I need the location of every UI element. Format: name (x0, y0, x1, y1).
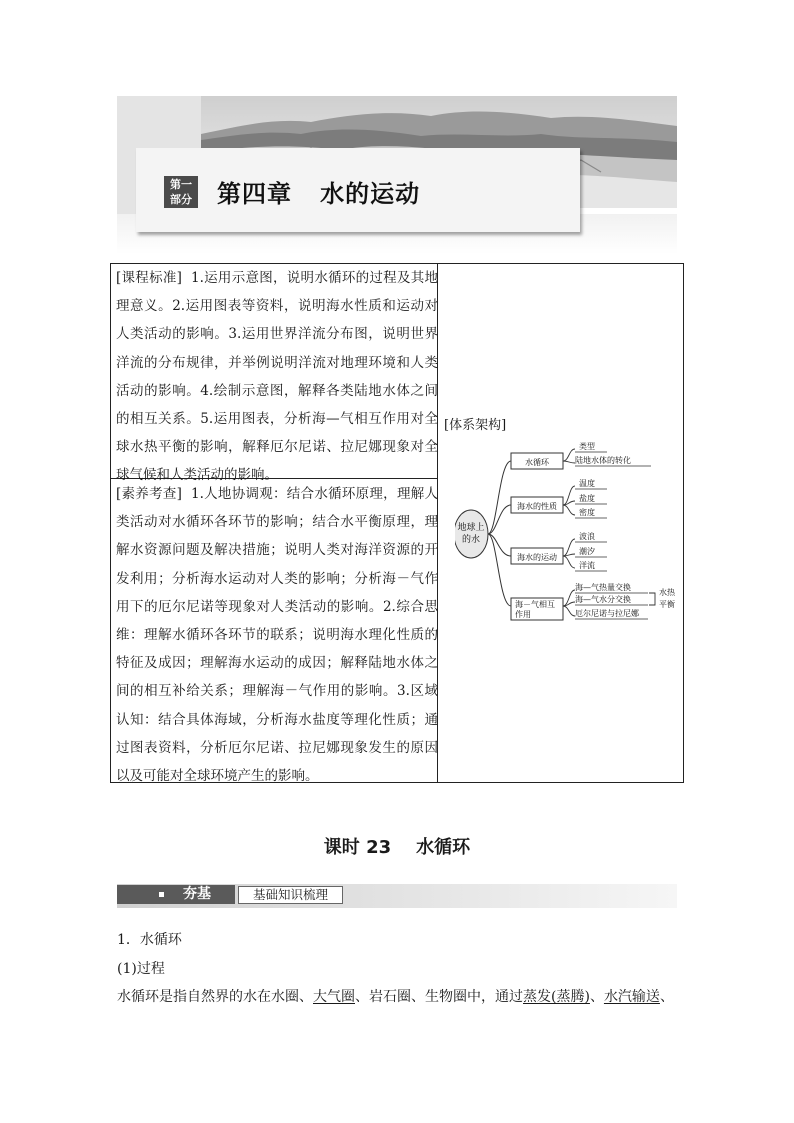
branch-label: 海水的性质 (517, 502, 557, 511)
item-label: 厄尔尼诺与拉尼娜 (575, 609, 639, 618)
text-run: 、 (589, 989, 604, 1005)
balance-label: 平衡 (659, 600, 675, 609)
chapter-banner (117, 96, 677, 254)
item-label: 潮汐 (579, 547, 595, 556)
literacy-text: 1.人地协调观：结合水循环原理，理解人类活动对水循环各环节的影响；结合水平衡原理，理解水资源问题及解决措施；说明人类对海洋资源的开发利用；分析海水运动对人类的影响；分析海－气作用下的厄尔尼诺等现象对人类活动的影响。2.综合思维：理解水循环各环节的联系；说明海水理化性质的特征及成因；理解海水运动的成因；解释陆地水体之间的相互补给关系；理解海－气作用的影响。3.区域认知：结合具体海域，分析海水盐度等理化性质；通过图表资料，分析厄尔尼诺、拉尼娜现象发生的原因以及可能对全球环境产生的影响。 (116, 486, 438, 785)
branch-label: 海－气相互 (515, 600, 555, 609)
branch-connector (488, 534, 511, 606)
branch-label: 水循环 (525, 458, 549, 467)
blank-answer: 水汽输送 (603, 989, 660, 1005)
heading-water-cycle: 1．水循环 (117, 932, 182, 948)
part-badge (164, 176, 198, 208)
item-label: 类型 (579, 442, 595, 451)
item-label: 密度 (579, 508, 595, 517)
item-connector (563, 501, 575, 505)
square-bullet-icon (159, 892, 164, 897)
item-label: 波浪 (579, 532, 595, 541)
literacy-assessment (116, 480, 438, 790)
root-label: 的水 (461, 535, 481, 545)
text-run: 、岩石圈、生物圈中，通过 (355, 989, 523, 1005)
section-tag (117, 885, 235, 904)
item-label: 洋流 (579, 561, 595, 570)
item-connector (563, 602, 575, 606)
literacy-label: [素养考查] (116, 486, 182, 502)
root-node (455, 510, 488, 558)
blank-answer: 蒸发(蒸腾) (523, 989, 590, 1005)
item-connector (563, 556, 575, 568)
standards-label: [课程标准] (116, 270, 182, 286)
standards-text: 1.运用示意图，说明水循环的过程及其地理意义。2.运用图表等资料，说明海水性质和运动对人类活动的影响。3.运用世界洋流分布图，说明世界洋流的分布规律，并举例说明洋流对地理环境和人类活动的影响。4.绘制示意图，解释各类陆地水体之间的相互关系。5.运用图表，分析海—气相互作用对全球水热平衡的影响，解释厄尔尼诺、拉尼娜现象对全球气候和人类活动的影响。 (116, 270, 438, 484)
knowledge-mindmap (455, 442, 685, 642)
branch-label: 海水的运动 (517, 553, 557, 562)
balance-label: 水热 (659, 588, 675, 597)
section-label: 基础知识梳理 (238, 886, 343, 904)
curriculum-table (110, 263, 684, 783)
root-label: 地球上 (457, 523, 485, 533)
item-label: 海—气热量交换 (575, 583, 631, 592)
text-run: 、 (659, 989, 674, 1005)
curriculum-standards (116, 264, 438, 490)
item-connector (563, 449, 575, 461)
paragraph-definition (117, 986, 687, 1006)
architecture-label: [体系架构] (444, 418, 507, 433)
chapter-title: 第四章 水的运动 (217, 180, 421, 208)
balance-bracket (649, 593, 655, 605)
item-connector (563, 539, 575, 556)
item-label: 盐度 (579, 494, 595, 503)
text-run: 水循环是指自然界的水在水圈、 (117, 989, 313, 1005)
item-connector (563, 606, 575, 616)
item-connector (563, 486, 575, 505)
item-connector (563, 461, 575, 463)
part-badge-line1: 第一 (170, 178, 192, 191)
branch-label: 作用 (515, 610, 531, 619)
branch-connector (488, 461, 511, 534)
item-label: 海—气水分交换 (575, 595, 631, 604)
blank-answer: 大气圈 (313, 989, 355, 1005)
item-label: 陆地水体的转化 (575, 456, 631, 465)
part-badge-line2: 部分 (170, 193, 192, 206)
item-connector (563, 505, 575, 515)
item-label: 温度 (579, 479, 595, 488)
lesson-title: 课时 23 水循环 (323, 837, 471, 858)
section-tag-label: 夯基 (183, 886, 211, 902)
heading-process: (1)过程 (117, 961, 165, 977)
